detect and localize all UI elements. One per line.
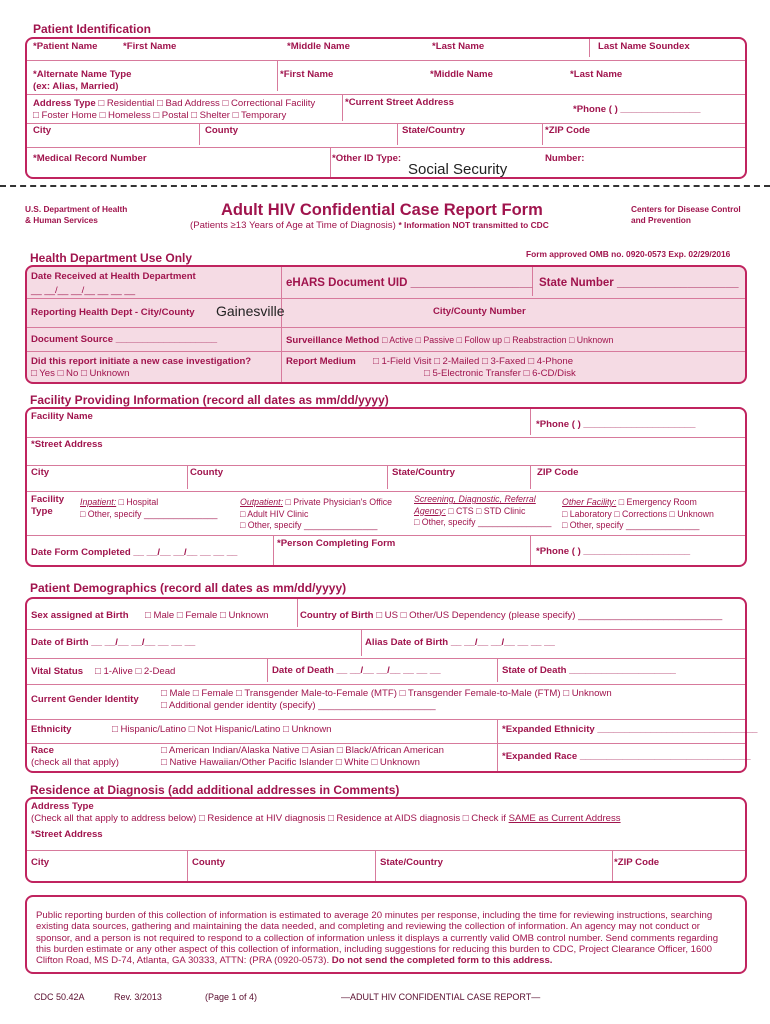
patient-identification-heading: Patient Identification <box>33 22 152 36</box>
form-title: Adult HIV Confidential Case Report Form <box>221 201 543 219</box>
date-of-birth-field[interactable]: Date of Birth __ __/__ __/__ __ __ __ <box>31 637 196 648</box>
date-completed-field[interactable]: Date Form Completed __ __/__ __/__ __ __ __ <box>31 547 238 558</box>
county-field[interactable]: County <box>205 125 239 136</box>
phone-field[interactable]: *Phone ( ) _______________ <box>573 104 701 115</box>
health-dept-heading: Health Department Use Only <box>30 251 193 265</box>
current-street-field[interactable]: *Current Street Address <box>345 97 454 108</box>
ethnicity-label: Ethnicity <box>31 724 72 735</box>
surveillance-method-row[interactable]: Surveillance Method □ Active □ Passive □ Follow up □ Reabstraction □ Unknown <box>286 335 614 346</box>
hhs-label: U.S. Department of Health & Human Services <box>25 204 128 225</box>
expanded-ethnicity-field[interactable]: *Expanded Ethnicity ______________________________ <box>502 724 758 735</box>
facility-name-field[interactable]: Facility Name <box>31 411 93 422</box>
same-as-current-link[interactable]: SAME as Current Address <box>508 813 621 824</box>
sex-at-birth-options[interactable]: □ Male □ Female □ Unknown <box>145 610 269 621</box>
ethnicity-options[interactable]: □ Hispanic/Latino □ Not Hispanic/Latino □ Unknown <box>112 724 332 735</box>
gender-options-1[interactable]: □ Male □ Female □ Transgender Male-to-Female (MTF) □ Transgender Female-to-Male (FTM) □ Unknown <box>161 688 612 699</box>
address-type-row[interactable] <box>33 98 315 109</box>
cdc-label: Centers for Disease Control and Prevention <box>631 204 741 225</box>
other-facility-group[interactable]: Other Facility: □ Emergency Room □ Laboratory □ Corrections □ Unknown □ Other, specify _______________ <box>562 497 714 530</box>
completer-phone-field[interactable]: *Phone ( ) ____________________ <box>536 546 691 557</box>
burden-notice: Public reporting burden of this collection of information is estimated to average 20 minutes per response, including the time for reviewing instructions, searching existing data sources, gathering and maintaining the data needed, and completing and reviewing the collection of information. An agency may not conduct or sponsor, and a person is not required to respond to a collection of information unless it displays a currently valid OMB control number. Send comments regarding this burden estimate or any other aspect of this collection of information, including suggestions for reducing this burden to CDC, Project Clearance Officer, 1600 Clifton Road, MS D-74, Atlanta, GA 30333, ATTN: (PRA (0920-0573). Do not send the completed form to this address. <box>36 910 719 967</box>
soundex-field[interactable]: Last Name Soundex <box>598 41 690 52</box>
country-of-birth-row[interactable]: Country of Birth □ US □ Other/US Dependency (please specify) ___________________________ <box>300 610 723 621</box>
state-country-field[interactable]: State/Country <box>402 125 465 136</box>
alt-middle-name-field[interactable]: *Middle Name <box>430 69 493 80</box>
id-number-field[interactable]: Number: <box>545 153 585 164</box>
date-received-label: Date Received at Health Department <box>31 271 196 282</box>
date-received-field[interactable]: __ __/__ __/__ __ __ __ <box>31 285 136 296</box>
new-investigation-label: Did this report initiate a new case investigation? <box>31 356 252 367</box>
alias-dob-field[interactable]: Alias Date of Birth __ __/__ __/__ __ __ __ <box>365 637 555 648</box>
residence-heading: Residence at Diagnosis (add additional addresses in Comments) <box>30 783 400 797</box>
residence-address-type-label: Address Type <box>31 801 94 812</box>
state-number-field[interactable]: State Number ___________________ <box>539 277 739 289</box>
race-options-1[interactable]: □ American Indian/Alaska Native □ Asian □ Black/African American <box>161 745 444 756</box>
address-type-label: Address Type <box>33 98 96 109</box>
outpatient-group[interactable]: Outpatient: □ Private Physician's Office □ Adult HIV Clinic □ Other, specify _______________ <box>240 497 393 530</box>
other-id-type-label: *Other ID Type: <box>332 153 402 164</box>
vital-status-options[interactable]: □ 1-Alive □ 2-Dead <box>95 666 176 677</box>
race-label: Race <box>31 745 54 756</box>
facility-city-field[interactable]: City <box>31 467 50 478</box>
vital-status-label: Vital Status <box>31 666 84 677</box>
residence-county-field[interactable]: County <box>192 857 226 868</box>
person-completing-field[interactable]: *Person Completing Form <box>277 538 396 549</box>
residence-city-field[interactable]: City <box>31 857 50 868</box>
screening-group[interactable]: Screening, Diagnostic, Referral Agency: □ CTS □ STD Clinic □ Other, specify _______________ <box>414 494 552 527</box>
facility-heading: Facility Providing Information (record all dates as mm/dd/yyyy) <box>30 393 389 407</box>
cut-line <box>0 185 770 187</box>
facility-state-field[interactable]: State/Country <box>392 467 455 478</box>
gender-options-2[interactable]: □ Additional gender identity (specify) ______________________ <box>161 700 436 711</box>
address-type-options-1[interactable]: □ Residential □ Bad Address □ Correctional Facility <box>98 98 316 109</box>
state-of-death-field[interactable]: State of Death ____________________ <box>502 665 676 676</box>
middle-name-field[interactable]: *Middle Name <box>287 41 350 52</box>
residence-state-field[interactable]: State/Country <box>380 857 443 868</box>
first-name-field[interactable]: *First Name <box>123 41 177 52</box>
footer-title: —ADULT HIV CONFIDENTIAL CASE REPORT— <box>341 992 541 1002</box>
facility-phone-field[interactable]: *Phone ( ) _____________________ <box>536 419 696 430</box>
document-source-field[interactable]: Document Source ___________________ <box>31 334 218 345</box>
facility-county-field[interactable]: County <box>190 467 224 478</box>
alt-name-example: (ex: Alias, Married) <box>33 81 119 92</box>
report-medium-options-1[interactable]: □ 1-Field Visit □ 2-Mailed □ 3-Faxed □ 4-Phone <box>373 356 574 367</box>
facility-zip-field[interactable]: ZIP Code <box>537 467 579 478</box>
race-options-2[interactable]: □ Native Hawaiian/Other Pacific Islander □ White □ Unknown <box>161 757 420 768</box>
zip-field[interactable]: *ZIP Code <box>545 125 591 136</box>
inpatient-group[interactable]: Inpatient: □ Hospital □ Other, specify _______________ <box>80 497 218 519</box>
last-name-field[interactable]: *Last Name <box>432 41 485 52</box>
demographics-heading: Patient Demographics (record all dates as mm/dd/yyyy) <box>30 581 347 595</box>
page-indicator: (Page 1 of 4) <box>205 992 258 1002</box>
alt-first-name-field[interactable]: *First Name <box>280 69 334 80</box>
date-of-death-field[interactable]: Date of Death __ __/__ __/__ __ __ __ <box>272 665 441 676</box>
alt-last-name-field[interactable]: *Last Name <box>570 69 623 80</box>
ehars-uid-field[interactable]: eHARS Document UID ___________________ <box>286 277 533 289</box>
new-investigation-options[interactable]: □ Yes □ No □ Unknown <box>31 368 130 379</box>
city-field[interactable]: City <box>33 125 52 136</box>
report-medium-options-2[interactable]: □ 5-Electronic Transfer □ 6-CD/Disk <box>424 368 576 379</box>
residence-address-type-options[interactable]: (Check all that apply to address below) □ Residence at HIV diagnosis □ Residence at AIDS diagnosis □ Check if SAME as Current Address <box>31 813 621 824</box>
alt-name-type-field[interactable]: *Alternate Name Type <box>33 69 132 80</box>
patient-name-label: *Patient Name <box>33 41 98 52</box>
residence-box <box>25 797 747 883</box>
reporting-dept-label: Reporting Health Dept - City/County <box>31 307 195 318</box>
residence-street-field[interactable]: *Street Address <box>31 829 103 840</box>
gender-identity-label: Current Gender Identity <box>31 694 139 705</box>
form-subtitle: (Patients ≥13 Years of Age at Time of Diagnosis) * Information NOT transmitted to CDC <box>190 220 549 231</box>
residence-zip-field[interactable]: *ZIP Code <box>614 857 660 868</box>
report-medium-label: Report Medium <box>286 356 356 367</box>
race-note: (check all that apply) <box>31 757 119 768</box>
revision: Rev. 3/2013 <box>114 992 162 1002</box>
facility-street-field[interactable]: *Street Address <box>31 439 103 450</box>
expanded-race-field[interactable]: *Expanded Race ________________________________ <box>502 751 751 762</box>
sex-at-birth-label: Sex assigned at Birth <box>31 610 129 621</box>
medical-record-number-field[interactable]: *Medical Record Number <box>33 153 147 164</box>
facility-type-label: Facility Type <box>31 494 65 517</box>
omb-approval: Form approved OMB no. 0920-0573 Exp. 02/29/2016 <box>526 249 731 259</box>
reporting-dept-value[interactable]: Gainesville <box>216 303 285 319</box>
address-type-options-2[interactable]: □ Foster Home □ Homeless □ Postal □ Shelter □ Temporary <box>33 110 287 121</box>
other-id-type-value[interactable]: Social Security <box>408 161 508 178</box>
city-county-number-field[interactable]: City/County Number <box>433 306 526 317</box>
form-number: CDC 50.42A <box>34 992 85 1002</box>
